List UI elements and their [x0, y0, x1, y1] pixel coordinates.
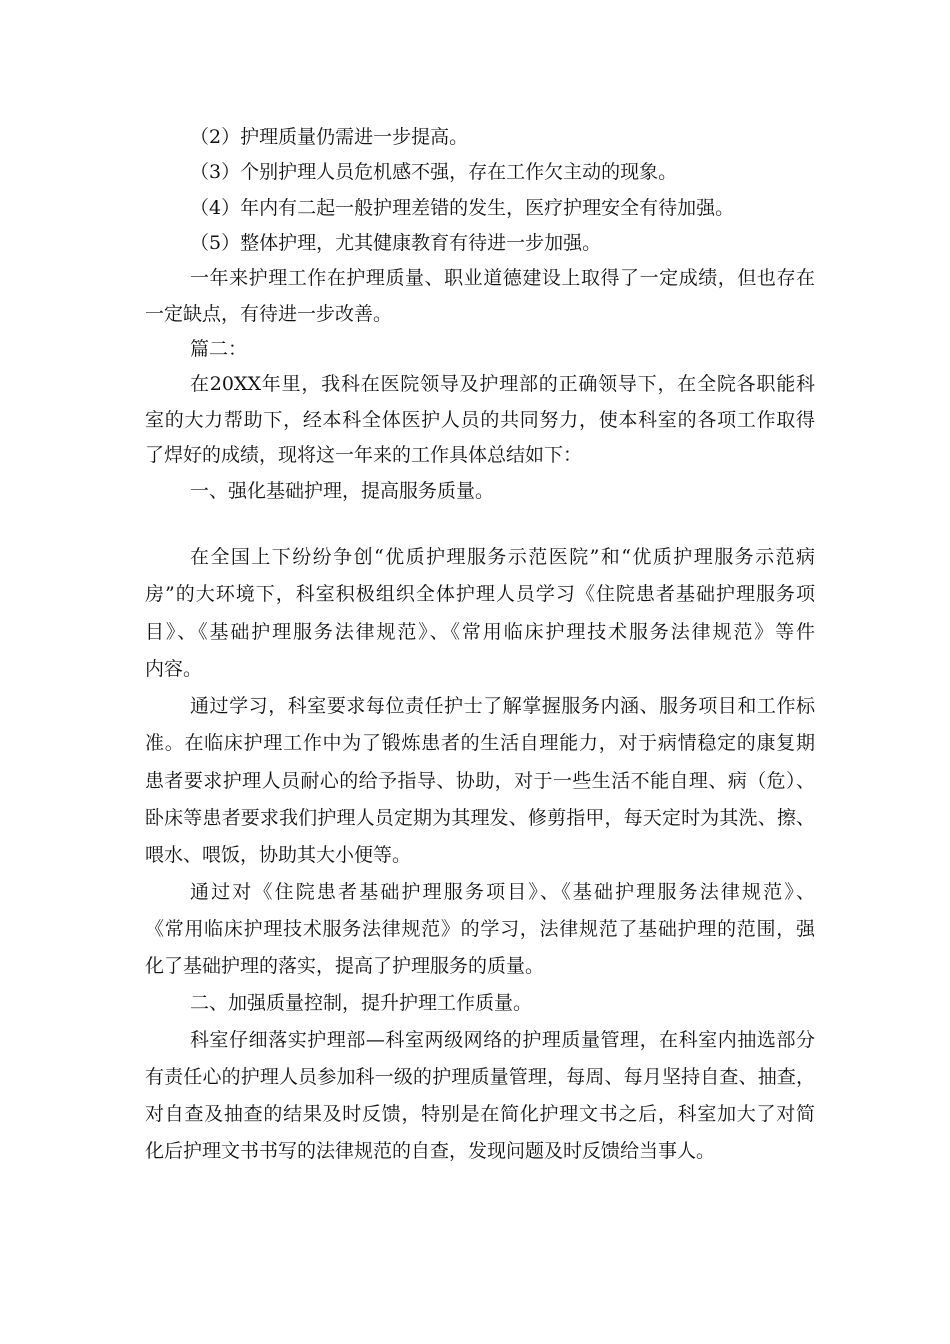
paragraph-line: 在全国上下纷纷争创“优质护理服务示范医院”和“优质护理服务示范病 — [190, 546, 815, 568]
paragraph-line: 内容。 — [145, 658, 203, 680]
list-item-2: （2）护理质量仍需进一步提高。 — [190, 126, 469, 148]
paragraph-line: 《常用临床护理技术服务法律规范》的学习，法律规范了基础护理的范围，强 — [145, 918, 815, 940]
paragraph-line: 喂水、喂饭，协助其大小便等。 — [145, 844, 412, 866]
paragraph-line: 卧床等患者要求我们护理人员定期为其理发、修剪指甲，每天定时为其洗、擦、 — [145, 807, 815, 829]
paragraph-line: 对自查及抽查的结果及时反馈，特别是在简化护理文书之后，科室加大了对简 — [145, 1103, 815, 1125]
paragraph-line: 有责任心的护理人员参加科一级的护理质量管理，每周、每月坚持自查、抽查， — [145, 1066, 815, 1088]
paragraph-line: 科室仔细落实护理部—科室两级网络的护理质量管理，在科室内抽选部分 — [190, 1029, 815, 1051]
paragraph-line: 患者要求护理人员耐心的给予指导、协助，对于一些生活不能自理、病（危）、 — [145, 770, 815, 792]
paragraph-line: 在20XX年里，我科在医院领导及护理部的正确领导下，在全院各职能科 — [190, 373, 815, 395]
list-item-4: （4）年内有二起一般护理差错的发生，医疗护理安全有待加强。 — [190, 197, 735, 219]
section-heading-1: 一、强化基础护理，提高服务质量。 — [190, 480, 495, 502]
list-item-3: （3）个别护理人员危机感不强，存在工作欠主动的现象。 — [190, 161, 678, 183]
paragraph-line: 化了基础护理的落实，提高了护理服务的质量。 — [145, 955, 545, 977]
paragraph-line: 通过学习，科室要求每位责任护士了解掌握服务内涵、服务项目和工作标 — [190, 695, 815, 717]
paragraph-line: 化后护理文书书写的法律规范的自查，发现问题及时反馈给当事人。 — [145, 1140, 716, 1162]
paragraph-line: 通过对《住院患者基础护理服务项目》、《基础护理服务法律规范》、 — [190, 881, 815, 903]
paragraph-line: 目》、《基础护理服务法律规范》、《常用临床护理技术服务法律规范》等件 — [145, 621, 815, 643]
paragraph-line: 室的大力帮助下，经本科全体医护人员的共同努力，使本科室的各项工作取得 — [145, 409, 815, 431]
paragraph-line: 准。在临床护理工作中为了锻炼患者的生活自理能力，对于病情稳定的康复期 — [145, 732, 815, 754]
paragraph-line: 房”的大环境下，科室积极组织全体护理人员学习《住院患者基础护理服务项 — [145, 583, 815, 605]
section-heading-part-two: 篇二： — [190, 338, 248, 360]
list-item-5: （5）整体护理，尤其健康教育有待进一步加强。 — [190, 232, 602, 254]
paragraph-line: 一年来护理工作在护理质量、职业道德建设上取得了一定成绩，但也存在 — [190, 267, 815, 289]
section-heading-2: 二、加强质量控制，提升护理工作质量。 — [190, 992, 533, 1014]
paragraph-line: 一定缺点，有待进一步改善。 — [145, 303, 393, 325]
paragraph-line: 了焊好的成绩，现将这一年来的工作具体总结如下： — [145, 444, 583, 466]
